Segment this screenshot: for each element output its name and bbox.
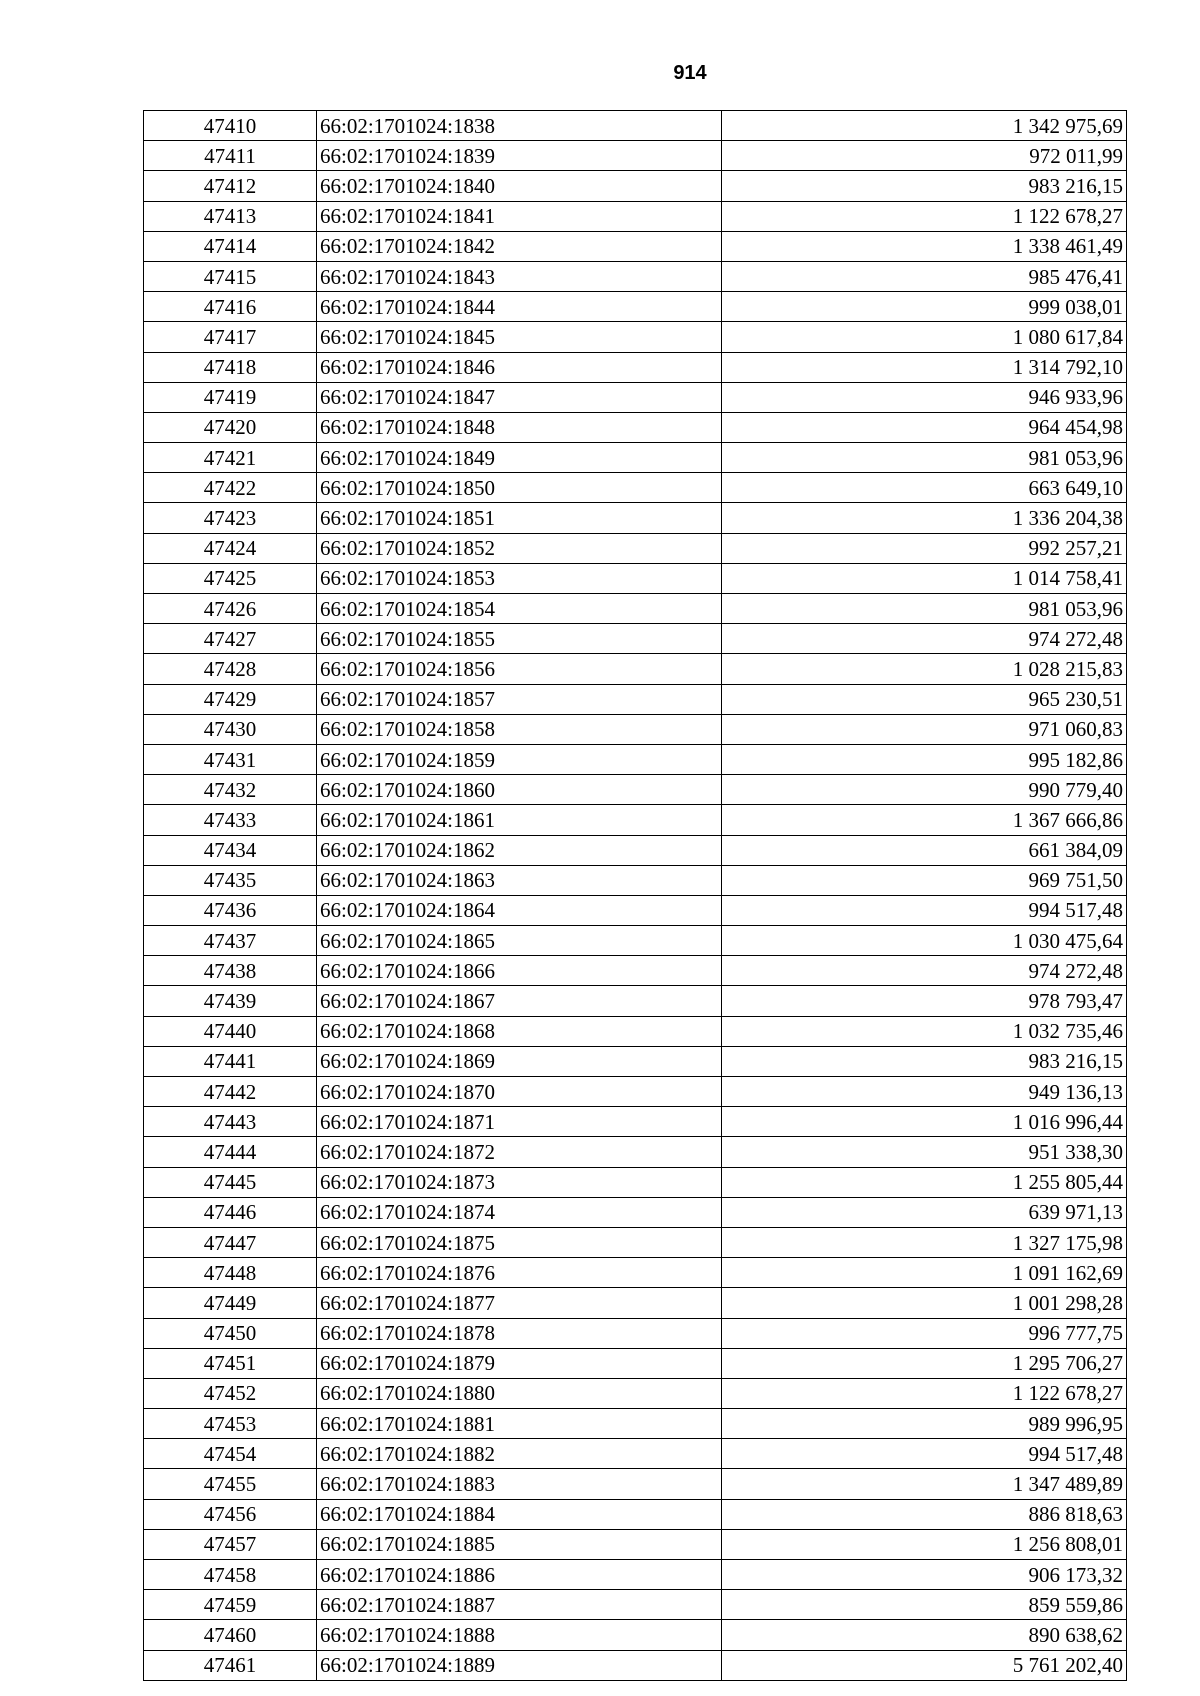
cadastral-number-cell: 66:02:1701024:1870: [317, 1077, 722, 1107]
table-row: [144, 714, 1127, 744]
cadastral-number-cell: 66:02:1701024:1879: [317, 1348, 722, 1378]
table-row: [144, 1620, 1127, 1650]
table-row: [144, 1107, 1127, 1137]
table-row: [144, 352, 1127, 382]
cadastral-value-cell: 946 933,96: [722, 382, 1127, 412]
cadastral-value-cell: 1 001 298,28: [722, 1288, 1127, 1318]
row-number-cell: 47424: [144, 533, 317, 563]
cadastral-number-cell: 66:02:1701024:1876: [317, 1258, 722, 1288]
row-number-cell: 47423: [144, 503, 317, 533]
row-number-cell: 47426: [144, 594, 317, 624]
cadastral-value-cell: 1 338 461,49: [722, 231, 1127, 261]
row-number-cell: 47429: [144, 684, 317, 714]
row-number-cell: 47449: [144, 1288, 317, 1318]
table-row: [144, 533, 1127, 563]
row-number-cell: 47411: [144, 141, 317, 171]
cadastral-value-cell: 978 793,47: [722, 986, 1127, 1016]
cadastral-value-cell: 974 272,48: [722, 956, 1127, 986]
cadastral-value-cell: 1 014 758,41: [722, 563, 1127, 593]
cadastral-number-cell: 66:02:1701024:1875: [317, 1227, 722, 1257]
row-number-cell: 47439: [144, 986, 317, 1016]
table-row: [144, 1227, 1127, 1257]
table-row: [144, 443, 1127, 473]
cadastral-number-cell: 66:02:1701024:1859: [317, 744, 722, 774]
row-number-cell: 47414: [144, 231, 317, 261]
row-number-cell: 47451: [144, 1348, 317, 1378]
table-row: [144, 171, 1127, 201]
cadastral-value-cell: 951 338,30: [722, 1137, 1127, 1167]
row-number-cell: 47435: [144, 865, 317, 895]
table-row: [144, 684, 1127, 714]
row-number-cell: 47428: [144, 654, 317, 684]
cadastral-number-cell: 66:02:1701024:1840: [317, 171, 722, 201]
cadastral-value-cell: 1 032 735,46: [722, 1016, 1127, 1046]
cadastral-number-cell: 66:02:1701024:1838: [317, 111, 722, 141]
cadastral-number-cell: 66:02:1701024:1850: [317, 473, 722, 503]
cadastral-value-table: [143, 110, 1127, 1681]
table-row: [144, 654, 1127, 684]
cadastral-value-cell: 981 053,96: [722, 443, 1127, 473]
cadastral-value-cell: 1 367 666,86: [722, 805, 1127, 835]
cadastral-value-cell: 992 257,21: [722, 533, 1127, 563]
cadastral-number-cell: 66:02:1701024:1888: [317, 1620, 722, 1650]
table-row: [144, 805, 1127, 835]
cadastral-number-cell: 66:02:1701024:1846: [317, 352, 722, 382]
table-row: [144, 1378, 1127, 1408]
cadastral-value-cell: 1 091 162,69: [722, 1258, 1127, 1288]
cadastral-value-cell: 886 818,63: [722, 1499, 1127, 1529]
cadastral-value-cell: 1 295 706,27: [722, 1348, 1127, 1378]
cadastral-value-cell: 1 255 805,44: [722, 1167, 1127, 1197]
row-number-cell: 47415: [144, 261, 317, 291]
table-row: [144, 1590, 1127, 1620]
table-row: [144, 1348, 1127, 1378]
cadastral-value-cell: 1 347 489,89: [722, 1469, 1127, 1499]
cadastral-value-cell: 989 996,95: [722, 1409, 1127, 1439]
cadastral-value-cell: 983 216,15: [722, 171, 1127, 201]
cadastral-value-cell: 906 173,32: [722, 1560, 1127, 1590]
cadastral-number-cell: 66:02:1701024:1864: [317, 895, 722, 925]
table-row: [144, 1258, 1127, 1288]
table-row: [144, 1016, 1127, 1046]
row-number-cell: 47461: [144, 1650, 317, 1680]
cadastral-number-cell: 66:02:1701024:1860: [317, 775, 722, 805]
table-row: [144, 986, 1127, 1016]
cadastral-number-cell: 66:02:1701024:1854: [317, 594, 722, 624]
cadastral-value-cell: 859 559,86: [722, 1590, 1127, 1620]
cadastral-number-cell: 66:02:1701024:1880: [317, 1378, 722, 1408]
row-number-cell: 47420: [144, 412, 317, 442]
cadastral-number-cell: 66:02:1701024:1855: [317, 624, 722, 654]
cadastral-value-cell: 5 761 202,40: [722, 1650, 1127, 1680]
row-number-cell: 47442: [144, 1077, 317, 1107]
table-row: [144, 503, 1127, 533]
cadastral-value-cell: 969 751,50: [722, 865, 1127, 895]
cadastral-value-cell: 983 216,15: [722, 1046, 1127, 1076]
row-number-cell: 47455: [144, 1469, 317, 1499]
row-number-cell: 47413: [144, 201, 317, 231]
cadastral-number-cell: 66:02:1701024:1853: [317, 563, 722, 593]
row-number-cell: 47433: [144, 805, 317, 835]
row-number-cell: 47438: [144, 956, 317, 986]
table-row: [144, 1469, 1127, 1499]
cadastral-number-cell: 66:02:1701024:1871: [317, 1107, 722, 1137]
cadastral-number-cell: 66:02:1701024:1865: [317, 926, 722, 956]
row-number-cell: 47427: [144, 624, 317, 654]
cadastral-value-cell: 1 256 808,01: [722, 1529, 1127, 1559]
table-row: [144, 473, 1127, 503]
cadastral-value-cell: 965 230,51: [722, 684, 1127, 714]
table-row: [144, 1167, 1127, 1197]
cadastral-value-cell: 971 060,83: [722, 714, 1127, 744]
cadastral-number-cell: 66:02:1701024:1862: [317, 835, 722, 865]
cadastral-value-cell: 999 038,01: [722, 292, 1127, 322]
cadastral-value-cell: 1 122 678,27: [722, 201, 1127, 231]
table-row: [144, 624, 1127, 654]
cadastral-value-cell: 996 777,75: [722, 1318, 1127, 1348]
cadastral-value-cell: 1 342 975,69: [722, 111, 1127, 141]
cadastral-number-cell: 66:02:1701024:1866: [317, 956, 722, 986]
table-row: [144, 261, 1127, 291]
table-row: [144, 322, 1127, 352]
cadastral-number-cell: 66:02:1701024:1874: [317, 1197, 722, 1227]
row-number-cell: 47450: [144, 1318, 317, 1348]
cadastral-value-cell: 1 016 996,44: [722, 1107, 1127, 1137]
table-row: [144, 956, 1127, 986]
cadastral-value-cell: 981 053,96: [722, 594, 1127, 624]
row-number-cell: 47441: [144, 1046, 317, 1076]
row-number-cell: 47422: [144, 473, 317, 503]
table-row: [144, 1409, 1127, 1439]
cadastral-value-cell: 1 080 617,84: [722, 322, 1127, 352]
table-row: [144, 926, 1127, 956]
table-row: [144, 563, 1127, 593]
table-row: [144, 895, 1127, 925]
cadastral-value-cell: 890 638,62: [722, 1620, 1127, 1650]
page-number: 914: [673, 62, 707, 84]
row-number-cell: 47430: [144, 714, 317, 744]
row-number-cell: 47443: [144, 1107, 317, 1137]
table-row: [144, 1197, 1127, 1227]
table-body: [144, 111, 1127, 1681]
row-number-cell: 47460: [144, 1620, 317, 1650]
cadastral-number-cell: 66:02:1701024:1848: [317, 412, 722, 442]
cadastral-number-cell: 66:02:1701024:1849: [317, 443, 722, 473]
row-number-cell: 47448: [144, 1258, 317, 1288]
table-row: [144, 412, 1127, 442]
cadastral-number-cell: 66:02:1701024:1884: [317, 1499, 722, 1529]
row-number-cell: 47434: [144, 835, 317, 865]
row-number-cell: 47421: [144, 443, 317, 473]
cadastral-number-cell: 66:02:1701024:1886: [317, 1560, 722, 1590]
table-row: [144, 382, 1127, 412]
row-number-cell: 47416: [144, 292, 317, 322]
cadastral-number-cell: 66:02:1701024:1869: [317, 1046, 722, 1076]
cadastral-value-cell: 990 779,40: [722, 775, 1127, 805]
cadastral-number-cell: 66:02:1701024:1878: [317, 1318, 722, 1348]
row-number-cell: 47432: [144, 775, 317, 805]
row-number-cell: 47459: [144, 1590, 317, 1620]
table-row: [144, 292, 1127, 322]
cadastral-value-cell: 964 454,98: [722, 412, 1127, 442]
cadastral-value-cell: 1 028 215,83: [722, 654, 1127, 684]
row-number-cell: 47445: [144, 1167, 317, 1197]
cadastral-number-cell: 66:02:1701024:1889: [317, 1650, 722, 1680]
row-number-cell: 47453: [144, 1409, 317, 1439]
table-row: [144, 1439, 1127, 1469]
row-number-cell: 47446: [144, 1197, 317, 1227]
cadastral-value-cell: 1 314 792,10: [722, 352, 1127, 382]
row-number-cell: 47457: [144, 1529, 317, 1559]
cadastral-number-cell: 66:02:1701024:1856: [317, 654, 722, 684]
row-number-cell: 47440: [144, 1016, 317, 1046]
table-row: [144, 1046, 1127, 1076]
table-row: [144, 1529, 1127, 1559]
table-row: [144, 231, 1127, 261]
row-number-cell: 47456: [144, 1499, 317, 1529]
cadastral-number-cell: 66:02:1701024:1845: [317, 322, 722, 352]
row-number-cell: 47431: [144, 744, 317, 774]
cadastral-value-cell: 995 182,86: [722, 744, 1127, 774]
cadastral-number-cell: 66:02:1701024:1844: [317, 292, 722, 322]
cadastral-number-cell: 66:02:1701024:1843: [317, 261, 722, 291]
table-row: [144, 1318, 1127, 1348]
cadastral-value-cell: 1 336 204,38: [722, 503, 1127, 533]
table-row: [144, 594, 1127, 624]
cadastral-number-cell: 66:02:1701024:1841: [317, 201, 722, 231]
cadastral-value-cell: 985 476,41: [722, 261, 1127, 291]
cadastral-number-cell: 66:02:1701024:1867: [317, 986, 722, 1016]
cadastral-number-cell: 66:02:1701024:1877: [317, 1288, 722, 1318]
cadastral-value-cell: 972 011,99: [722, 141, 1127, 171]
cadastral-number-cell: 66:02:1701024:1883: [317, 1469, 722, 1499]
table-row: [144, 111, 1127, 141]
cadastral-number-cell: 66:02:1701024:1873: [317, 1167, 722, 1197]
row-number-cell: 47444: [144, 1137, 317, 1167]
row-number-cell: 47418: [144, 352, 317, 382]
row-number-cell: 47436: [144, 895, 317, 925]
cadastral-number-cell: 66:02:1701024:1882: [317, 1439, 722, 1469]
cadastral-number-cell: 66:02:1701024:1858: [317, 714, 722, 744]
row-number-cell: 47425: [144, 563, 317, 593]
cadastral-number-cell: 66:02:1701024:1872: [317, 1137, 722, 1167]
table-row: [144, 1288, 1127, 1318]
cadastral-number-cell: 66:02:1701024:1847: [317, 382, 722, 412]
cadastral-value-cell: 663 649,10: [722, 473, 1127, 503]
table-row: [144, 141, 1127, 171]
cadastral-number-cell: 66:02:1701024:1857: [317, 684, 722, 714]
cadastral-value-cell: 639 971,13: [722, 1197, 1127, 1227]
cadastral-value-cell: 1 122 678,27: [722, 1378, 1127, 1408]
cadastral-value-cell: 949 136,13: [722, 1077, 1127, 1107]
row-number-cell: 47410: [144, 111, 317, 141]
table-row: [144, 1077, 1127, 1107]
row-number-cell: 47419: [144, 382, 317, 412]
cadastral-number-cell: 66:02:1701024:1842: [317, 231, 722, 261]
row-number-cell: 47437: [144, 926, 317, 956]
cadastral-number-cell: 66:02:1701024:1863: [317, 865, 722, 895]
cadastral-number-cell: 66:02:1701024:1861: [317, 805, 722, 835]
table-row: [144, 201, 1127, 231]
cadastral-number-cell: 66:02:1701024:1881: [317, 1409, 722, 1439]
table-row: [144, 744, 1127, 774]
cadastral-number-cell: 66:02:1701024:1885: [317, 1529, 722, 1559]
row-number-cell: 47454: [144, 1439, 317, 1469]
cadastral-number-cell: 66:02:1701024:1851: [317, 503, 722, 533]
cadastral-value-cell: 661 384,09: [722, 835, 1127, 865]
row-number-cell: 47412: [144, 171, 317, 201]
table-row: [144, 835, 1127, 865]
row-number-cell: 47447: [144, 1227, 317, 1257]
cadastral-value-cell: 994 517,48: [722, 1439, 1127, 1469]
cadastral-number-cell: 66:02:1701024:1852: [317, 533, 722, 563]
cadastral-value-cell: 974 272,48: [722, 624, 1127, 654]
cadastral-number-cell: 66:02:1701024:1868: [317, 1016, 722, 1046]
table-row: [144, 1560, 1127, 1590]
row-number-cell: 47458: [144, 1560, 317, 1590]
table-row: [144, 1650, 1127, 1680]
table-row: [144, 865, 1127, 895]
cadastral-number-cell: 66:02:1701024:1887: [317, 1590, 722, 1620]
table-row: [144, 1499, 1127, 1529]
table-row: [144, 1137, 1127, 1167]
cadastral-number-cell: 66:02:1701024:1839: [317, 141, 722, 171]
row-number-cell: 47452: [144, 1378, 317, 1408]
cadastral-value-cell: 1 030 475,64: [722, 926, 1127, 956]
table-row: [144, 775, 1127, 805]
cadastral-value-cell: 994 517,48: [722, 895, 1127, 925]
cadastral-value-cell: 1 327 175,98: [722, 1227, 1127, 1257]
row-number-cell: 47417: [144, 322, 317, 352]
